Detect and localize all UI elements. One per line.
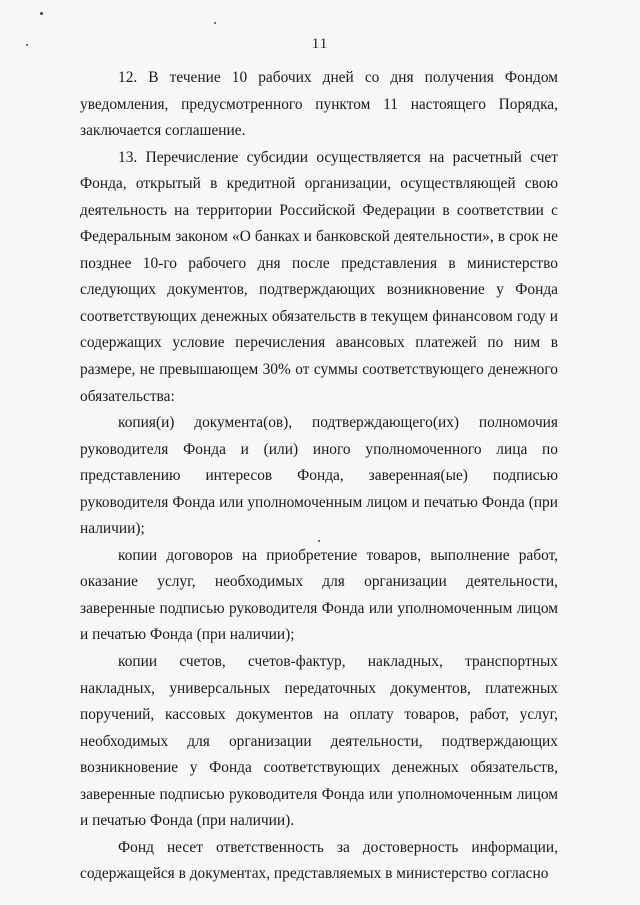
document-body <box>80 65 558 888</box>
paragraph-clause-13: 13. Перечисление субсидии осуществляется на расчетный счет Фонда, открытый в кредитной организации, осуществляющей свою деятельность на территории Российской Федерации в соответствии с Федеральным законом «О банках и банковской деятельности», в срок не позднее 10-го рабочего дня после представления в министерство следующих документов, подтверждающих возникновение у Фонда соответствующих денежных обязательств в текущем финансовом году и содержащих условие перечисления авансовых платежей по ним в размере, не превышающем 30% от суммы соответствующего денежного обязательства: <box>80 148 558 405</box>
page-number: 11 <box>311 36 329 52</box>
paragraph-authority-copies: копия(и) документа(ов), подтверждающего(их) полномочия руководителя Фонда и (или) иного уполномоченного лица по представлению интересов Фонда, заверенная(ые) подписью руководителя Фонда или уполномоченным лицом и печатью Фонда (при наличии); <box>80 414 558 538</box>
paragraph-clause-12: 12. В течение 10 рабочих дней со дня получения Фондом уведомления, предусмотренного пунктом 11 настоящего Порядка, заключается соглашение. <box>80 69 558 140</box>
paragraph-invoice-copies: копии счетов, счетов-фактур, накладных, транспортных накладных, универсальных передаточных документов, платежных поручений, кассовых документов на оплату товаров, работ, услуг, необходимых для организации деятельности, подтверждающих возникновение у Фонда соответствующих денежных обязательств, заверенные подписью руководителя Фонда или уполномоченным лицом и печатью Фонда (при наличии). <box>80 653 558 830</box>
scan-speck <box>40 12 43 15</box>
paragraph-contract-copies: копии договоров на приобретение товаров, выполнение работ, оказание услуг, необходимых для организации деятельности, заверенные подписью руководителя Фонда или уполномоченным лицом и печатью Фонда (при наличии); <box>80 546 558 644</box>
paragraph-responsibility: Фонд несет ответственность за достоверность информации, содержащейся в документах, представляемых в министерство согласно <box>80 838 558 883</box>
scan-speck <box>214 22 216 24</box>
